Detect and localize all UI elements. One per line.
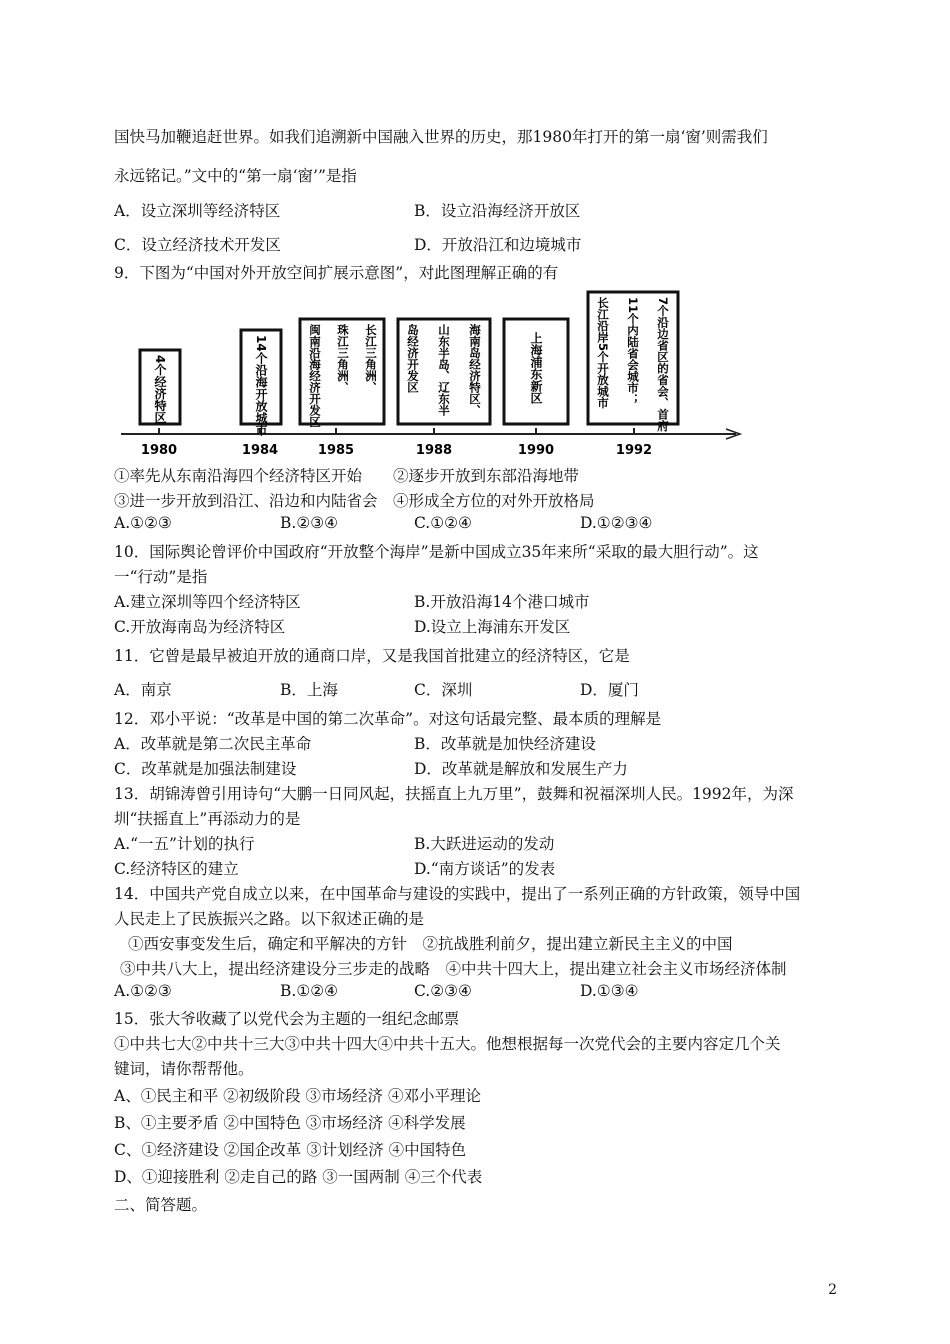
q10-stem-line1: 10．国际舆论曾评价中国政府“开放整个海岸”是新中国成立35年来所“采取的最大胆行动”。这 (114, 543, 759, 561)
q12-option-a: A．改革就是第二次民主革命 (114, 735, 312, 753)
q15-option-c: C、①经济建设 ②国企改革 ③计划经济 ④中国特色 (114, 1141, 467, 1159)
year-1988: 1988 (415, 443, 453, 458)
q9-option-d: D.①②③④ (580, 514, 653, 532)
q14-statements-line1: ①西安事变发生后，确定和平解决的方针 ②抗战胜利前夕，提出建立新民主主义的中国 (128, 935, 733, 953)
q10-option-c: C.开放海南岛为经济特区 (114, 618, 286, 636)
box-1984-text: 14个沿海开放城市 (254, 335, 268, 436)
box-1992-col3: 长江沿岸5个开放城市 (596, 297, 610, 409)
q8-option-c: C．设立经济技术开发区 (114, 236, 281, 254)
q8-stem-line1: 国快马加鞭追赶世界。如我们追溯新中国融入世界的历史，那1980年打开的第一扇‘窗’则需我们 (114, 128, 768, 146)
q13-option-c: C.经济特区的建立 (114, 860, 239, 878)
q12-option-d: D．改革就是解放和发展生产力 (414, 760, 628, 778)
q14-option-a: A.①②③ (114, 982, 172, 1000)
q14-option-c: C.②③④ (414, 982, 472, 1000)
q14-option-d: D.①③④ (580, 982, 639, 1000)
box-1980-text: 4个经济特区 (153, 355, 167, 424)
q13-option-b: B.大跃进运动的发动 (414, 835, 555, 853)
year-1984: 1984 (241, 443, 279, 458)
q9-statements-line1: ①率先从东南沿海四个经济特区开始 ②逐步开放到东部沿海地带 (114, 467, 580, 485)
q8-option-b: B．设立沿海经济开放区 (414, 202, 581, 220)
year-1985: 1985 (317, 443, 355, 458)
q11-option-c: C．深圳 (414, 681, 473, 699)
q11-option-b: B．上海 (280, 681, 338, 699)
q14-stem-line1: 14．中国共产党自成立以来，在中国革命与建设的实践中，提出了一系列正确的方针政策，领导中国 (114, 885, 801, 903)
q15-detail-line1: ①中共七大②中共十三大③中共十四大④中共十五大。他想根据每一次党代会的主要内容定几个关 (114, 1035, 781, 1053)
q15-detail-line2: 键词，请你帮帮他。 (114, 1060, 254, 1078)
box-1988-col2: 山东半岛、辽东半 (437, 324, 451, 416)
box-1988-col1: 海南岛经济特区、 (468, 324, 482, 416)
q12-option-c: C．改革就是加强法制建设 (114, 760, 297, 778)
box-1985-col1: 长江三角洲、 (364, 324, 378, 393)
page-number: 2 (828, 1282, 837, 1298)
box-1988-col3: 岛经济开发区 (406, 324, 420, 393)
q10-stem-line2: 一“行动”是指 (114, 568, 208, 586)
q13-option-d: D.“南方谈话”的发表 (414, 860, 556, 878)
q13-option-a: A.“一五”计划的执行 (114, 835, 255, 853)
box-1985-col3: 闽南沿海经济开发区 (308, 324, 322, 428)
q14-statements-line2: ③中共八大上，提出经济建设分三步走的战略 ④中共十四大上，提出建立社会主义市场经济体制 (120, 960, 787, 978)
box-1990-text: 上海浦东新区 (529, 332, 543, 404)
box-1992-col1: 7个沿边省区的省会、首府 (656, 297, 670, 432)
q14-option-b: B.①②④ (280, 982, 339, 1000)
q13-stem-line2: 圳“扶摇直上”再添动力的是 (114, 810, 301, 828)
q11-option-a: A．南京 (114, 681, 172, 699)
q13-stem-line1: 13．胡锦涛曾引用诗句“大鹏一日同风起，扶摇直上九万里”，鼓舞和祝福深圳人民。1992年，为深 (114, 785, 794, 803)
year-1990: 1990 (517, 443, 555, 458)
q15-option-b: B、①主要矛盾 ②中国特色 ③市场经济 ④科学发展 (114, 1114, 466, 1132)
box-1992-col2: 11个内陆省会城市； (626, 297, 640, 406)
q9-stem: 9．下图为“中国对外开放空间扩展示意图”，对此图理解正确的有 (114, 264, 559, 282)
opening-up-timeline-diagram (118, 284, 748, 460)
q15-option-d: D、①迎接胜利 ②走自己的路 ③一国两制 ④三个代表 (114, 1168, 483, 1186)
box-1985-col2: 珠江三角洲、 (336, 324, 350, 393)
q12-stem: 12．邓小平说：“改革是中国的第二次革命”。对这句话最完整、最本质的理解是 (114, 710, 662, 728)
q8-stem-line2: 永远铭记。”文中的“第一扇‘窗’”是指 (114, 167, 357, 185)
section-2-heading: 二、简答题。 (114, 1196, 208, 1214)
q14-stem-line2: 人民走上了民族振兴之路。以下叙述正确的是 (114, 910, 425, 928)
q9-option-a: A.①②③ (114, 514, 172, 532)
q10-option-a: A.建立深圳等四个经济特区 (114, 593, 301, 611)
q11-stem: 11．它曾是最早被迫开放的通商口岸，又是我国首批建立的经济特区，它是 (114, 647, 630, 665)
year-1980: 1980 (140, 443, 178, 458)
q10-option-d: D.设立上海浦东开发区 (414, 618, 571, 636)
q15-stem: 15．张大爷收藏了以党代会为主题的一组纪念邮票 (114, 1010, 460, 1028)
q10-option-b: B.开放沿海14个港口城市 (414, 593, 590, 611)
q15-option-a: A、①民主和平 ②初级阶段 ③市场经济 ④邓小平理论 (114, 1087, 481, 1105)
q9-option-b: B.②③④ (280, 514, 339, 532)
q8-option-d: D．开放沿江和边境城市 (414, 236, 582, 254)
q9-statements-line2: ③进一步开放到沿江、沿边和内陆省会 ④形成全方位的对外开放格局 (114, 492, 595, 510)
q8-option-a: A．设立深圳等经济特区 (114, 202, 281, 220)
q11-option-d: D．厦门 (580, 681, 639, 699)
year-1992: 1992 (615, 443, 653, 458)
q12-option-b: B．改革就是加快经济建设 (414, 735, 596, 753)
q9-option-c: C.①②④ (414, 514, 472, 532)
